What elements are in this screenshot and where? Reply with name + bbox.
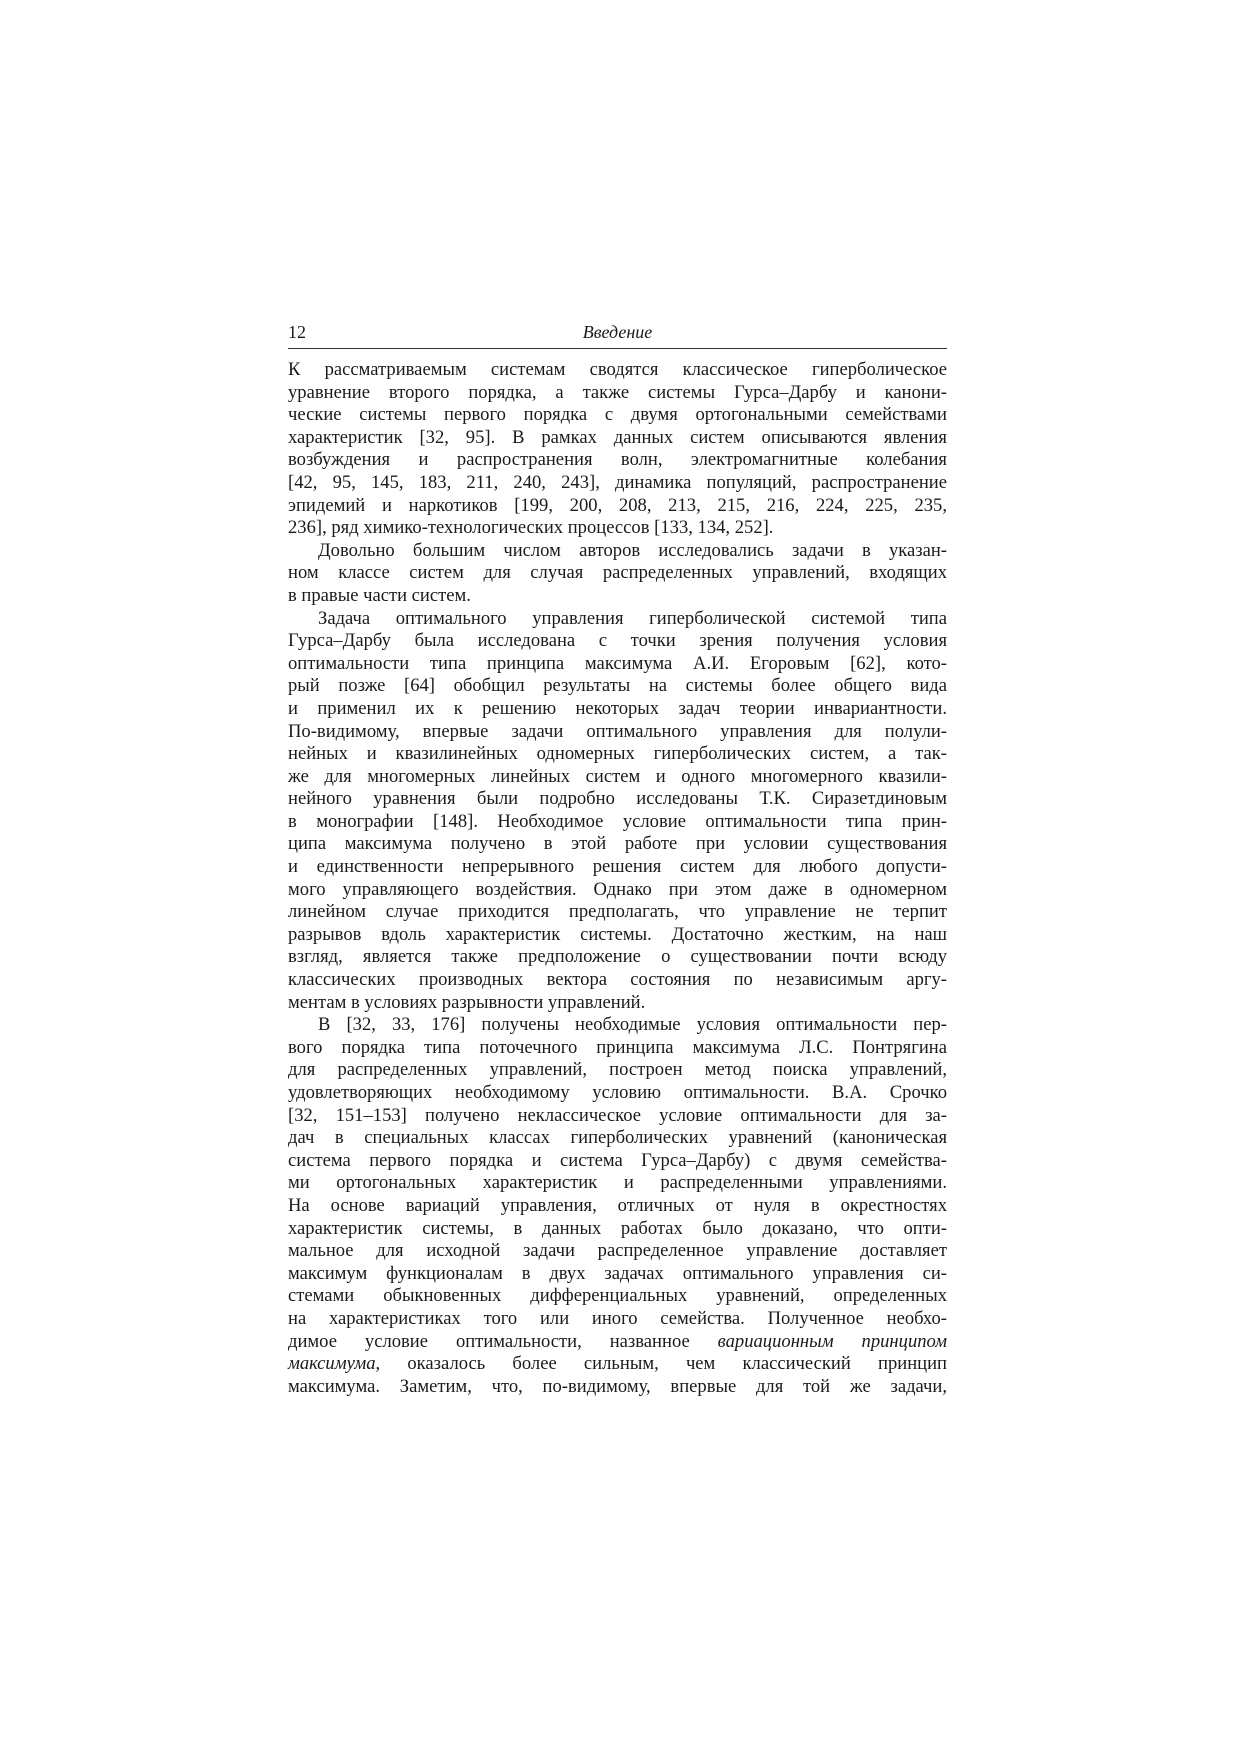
text-line: оптимальности типа принципа максимума А.И. Егоровым [62], кото- [288, 652, 947, 674]
text-line-emphasis [288, 1331, 947, 1354]
text-line: характеристик [32, 95]. В рамках данных систем описываются явления [288, 426, 947, 448]
text-line: мальное для исходной задачи распределенное управление доставляет [288, 1240, 947, 1262]
emphasized-term: максимума [288, 1353, 376, 1375]
text-line: в правые части систем. [288, 584, 471, 606]
text-line: линейном случае приходится предполагать, что управление не терпит [288, 901, 947, 923]
text-line: К рассматриваемым системам сводятся классическое гиперболическое [288, 359, 947, 380]
paragraph-4 [288, 1014, 947, 1398]
text-line: максимум функционалам в двух задачах оптимального управления си- [288, 1262, 947, 1284]
text-line: эпидемий и наркотиков [199, 200, 208, 213, 215, 216, 224, 225, 235, [288, 494, 947, 516]
page-number: 12 [288, 322, 306, 342]
text-line: [32, 151–153] получено неклассическое условие оптимальности для за- [288, 1104, 947, 1126]
text-line: ном классе систем для случая распределенных управлений, входящих [288, 562, 947, 584]
paragraph-3 [288, 608, 947, 1015]
text-line: разрывов вдоль характеристик системы. Достаточно жестким, на наш [288, 923, 947, 945]
page-area [288, 320, 947, 1398]
text-line: возбуждения и распространения волн, электромагнитные колебания [288, 449, 947, 471]
text-line: мого управляющего воздействия. Однако при этом даже в одномерном [288, 878, 947, 900]
text-run: , оказалось более сильным, чем классический принцип [375, 1353, 947, 1375]
text-line: нейных и квазилинейных одномерных гиперболических систем, а так- [288, 743, 947, 765]
emphasized-term: вариационным принципом [717, 1330, 948, 1352]
text-line: нейного уравнения были подробно исследованы Т.К. Сиразетдиновым [288, 788, 947, 810]
body-text [288, 359, 947, 1398]
text-line: ментам в условиях разрывности управлений. [288, 991, 646, 1013]
text-line: же для многомерных линейных систем и одного многомерного квазили- [288, 765, 947, 787]
text-line: Задача оптимального управления гиперболической системой типа [318, 607, 947, 629]
running-head [288, 320, 947, 349]
text-line: [42, 95, 145, 183, 211, 240, 243], динамика популяций, распространение [288, 471, 947, 493]
text-line: в монографии [148]. Необходимое условие оптимальности типа прин- [288, 810, 947, 832]
text-line: для распределенных управлений, построен метод поиска управлений, [288, 1059, 947, 1081]
text-line: В [32, 33, 176] получены необходимые условия оптимальности пер- [318, 1014, 947, 1036]
text-line: дач в специальных классах гиперболических уравнений (каноническая [288, 1127, 947, 1149]
text-line-emphasis [288, 1353, 947, 1376]
text-line: и применил их к решению некоторых задач теории инвариантности. [288, 697, 947, 719]
text-line: ципа максимума получено в этой работе при условии существования [288, 833, 947, 855]
paragraph-2 [288, 540, 947, 608]
text-line: вого порядка типа поточечного принципа максимума Л.С. Понтрягина [288, 1036, 947, 1058]
running-title: Введение [582, 322, 653, 342]
text-line: характеристик системы, в данных работах было доказано, что опти- [288, 1217, 947, 1239]
text-line: Гурса–Дарбу была исследована с точки зрения получения условия [288, 630, 947, 652]
text-line: На основе вариаций управления, отличных от нуля в окрестностях [288, 1194, 947, 1216]
text-line: на характеристиках того или иного семейства. Полученное необхо- [288, 1307, 947, 1329]
text-line: взгляд, является также предположение о существовании почти всюду [288, 946, 947, 968]
text-line: Довольно большим числом авторов исследовались задачи в указан- [318, 539, 947, 561]
text-line: уравнение второго порядка, а также системы Гурса–Дарбу и канони- [288, 381, 947, 403]
text-run: димое условие оптимальности, названное [288, 1330, 718, 1352]
text-line: удовлетворяющих необходимому условию оптимальности. В.А. Срочко [288, 1082, 947, 1103]
text-line: ческие системы первого порядка с двумя ортогональными семействами [288, 404, 947, 426]
text-line: стемами обыкновенных дифференциальных уравнений, определенных [288, 1285, 947, 1307]
text-line: По-видимому, впервые задачи оптимального управления для полули- [288, 720, 947, 742]
text-line: 236], ряд химико-технологических процессов [133, 134, 252]. [288, 517, 774, 539]
paragraph-1 [288, 359, 947, 540]
text-line: система первого порядка и система Гурса–Дарбу) с двумя семейства- [288, 1149, 947, 1171]
text-line: максимума. Заметим, что, по-видимому, впервые для той же задачи, [288, 1375, 947, 1397]
text-line: ми ортогональных характеристик и распределенными управлениями. [288, 1172, 947, 1194]
text-line: и единственности непрерывного решения систем для любого допусти- [288, 856, 947, 878]
text-line: рый позже [64] обобщил результаты на системы более общего вида [288, 675, 947, 697]
text-line: классических производных вектора состояния по независимым аргу- [288, 969, 947, 991]
